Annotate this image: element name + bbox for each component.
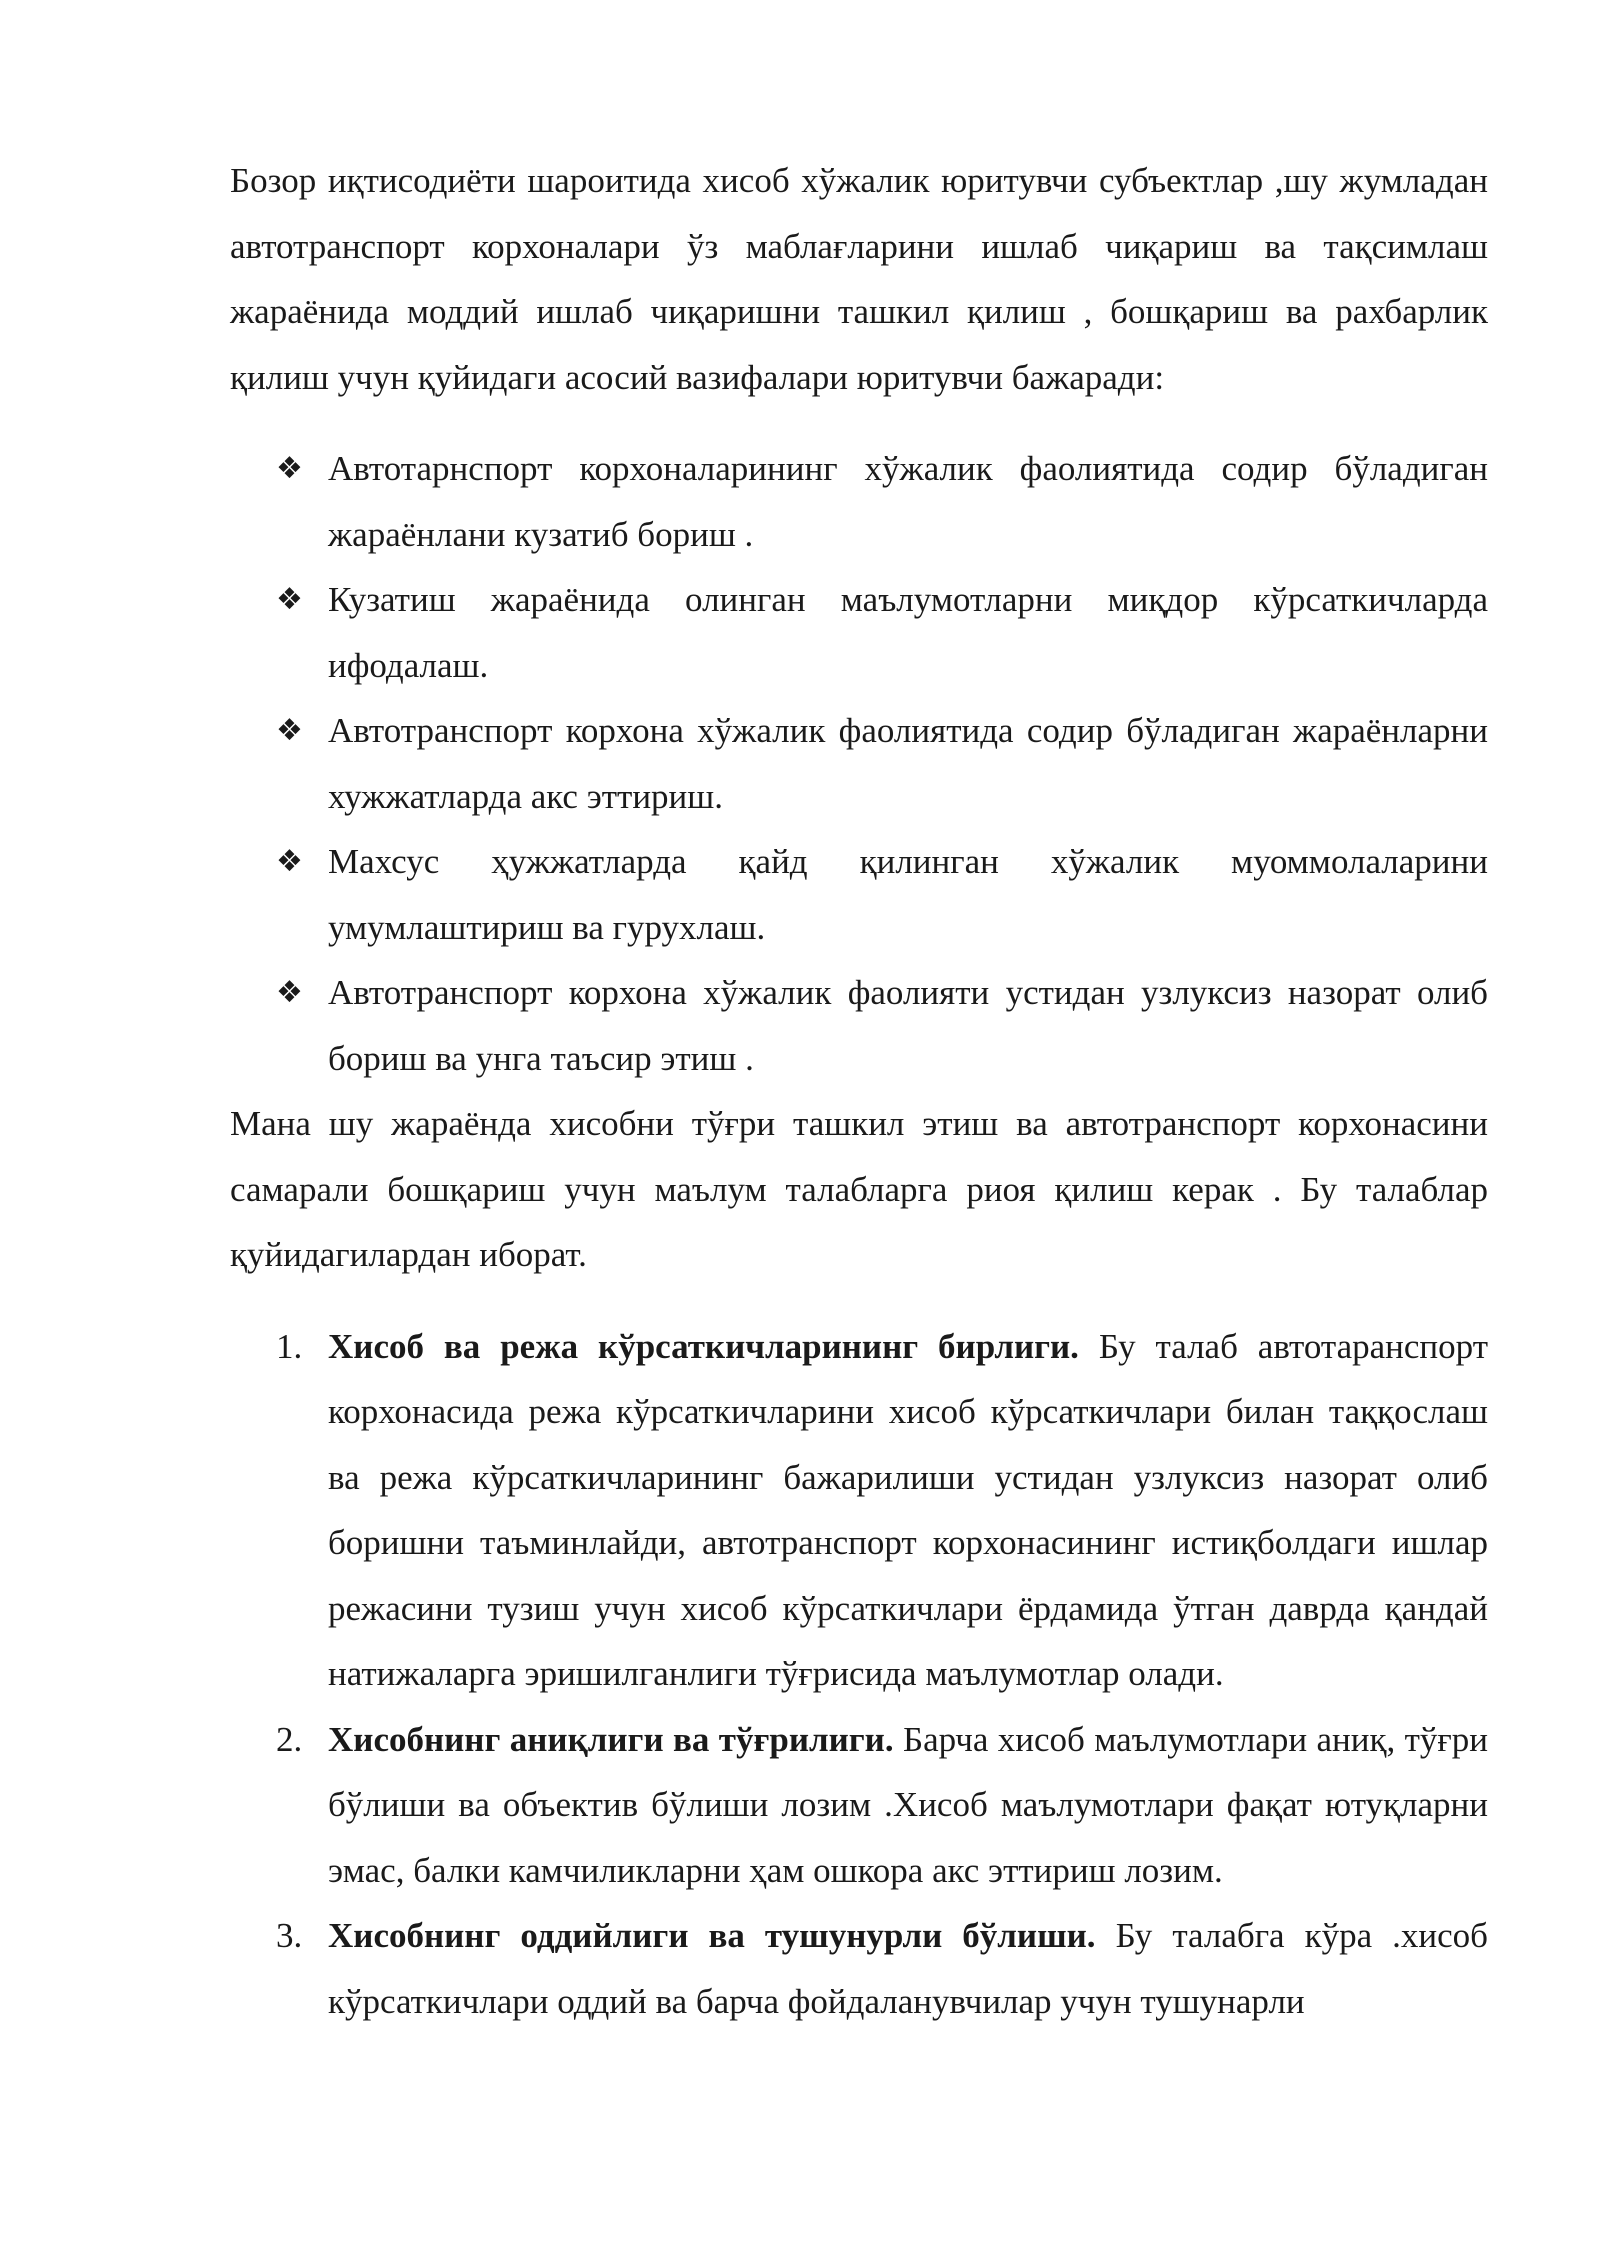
list-item bbox=[230, 436, 1488, 567]
list-item-text: Автотранспорт корхона хўжалик фаолиятида содир бўладиган жараёнларни хужжатларда акс эттириш. bbox=[328, 711, 1488, 816]
list-number: 1. bbox=[276, 1326, 303, 1366]
requirement-title: Хисобнинг аниқлиги ва тўғрилиги. bbox=[328, 1719, 894, 1759]
diamond-bullet-icon: ❖ bbox=[276, 451, 303, 486]
diamond-bullet-icon: ❖ bbox=[276, 975, 303, 1010]
requirement-text: Барча хисоб маълумотлари аниқ, тўғри бўлиши ва объектив бўлиши лозим .Хисоб маълумотлари фақат ютуқларни эмас, балки камчиликларни ҳам ошкора акс эттириш лозим. bbox=[328, 1719, 1488, 1890]
diamond-bullet-icon: ❖ bbox=[276, 844, 303, 879]
document-page bbox=[230, 148, 1488, 2034]
spacer bbox=[230, 410, 1488, 436]
tasks-bullet-list bbox=[230, 436, 1488, 1091]
list-item-text: Кузатиш жараёнида олинган маълумотларни миқдор кўрсаткичларда ифодалаш. bbox=[328, 580, 1488, 685]
list-item bbox=[230, 1707, 1488, 1904]
list-number: 2. bbox=[276, 1719, 303, 1759]
requirement-text: Бу талабга кўра .хисоб кўрсаткичлари оддий ва барча фойдаланувчилар учун тушунарли bbox=[328, 1916, 1488, 2021]
intro-paragraph: Бозор иқтисодиёти шароитида хисоб хўжалик юритувчи субъектлар ,шу жумладан автотранспорт корхоналари ўз маблағларини ишлаб чиқариш ва тақсимлаш жараёнида моддий ишлаб чиқаришни ташкил қилиш , бошқариш ва рахбарлик қилиш учун қуйидаги асосий вазифалари юритувчи бажаради: bbox=[230, 161, 1488, 397]
diamond-bullet-icon: ❖ bbox=[276, 582, 303, 617]
requirements-numbered-list bbox=[230, 1314, 1488, 2035]
list-number: 3. bbox=[276, 1916, 303, 1955]
diamond-bullet-icon: ❖ bbox=[276, 713, 303, 748]
list-item bbox=[230, 829, 1488, 960]
list-item bbox=[230, 567, 1488, 698]
requirement-title: Хисоб ва режа кўрсаткичларининг бирлиги. bbox=[328, 1326, 1079, 1366]
list-item bbox=[230, 960, 1488, 1091]
requirement-title: Хисобнинг оддийлиги ва тушунурли бўлиши. bbox=[328, 1916, 1096, 1955]
list-item-text: Махсус ҳужжатларда қайд қилинган хўжалик муоммолаларини умумлаштириш ва гурухлаш. bbox=[328, 842, 1488, 947]
list-item-text: Автотранспорт корхона хўжалик фаолияти устидан узлуксиз назорат олиб бориш ва унга таъсир этиш . bbox=[328, 973, 1488, 1078]
list-item bbox=[230, 1903, 1488, 2034]
list-item-text: Автотарнспорт корхоналарининг хўжалик фаолиятида содир бўладиган жараёнлани кузатиб бориш . bbox=[328, 449, 1488, 554]
list-item bbox=[230, 1314, 1488, 1707]
list-item bbox=[230, 698, 1488, 829]
requirement-text: Бу талаб автотаранспорт корхонасида режа кўрсаткичларини хисоб кўрсаткичлари билан таққослаш ва режа кўрсаткичларининг бажарилиши устидан узлуксиз назорат олиб боришни таъминлайди, автотранспорт корхонасининг истиқболдаги ишлар режасини тузиш учун хисоб кўрсаткичлари ёрдамида ўтган даврда қандай натижаларга эришилганлиги тўғрисида маълумотлар олади. bbox=[328, 1326, 1488, 1693]
transition-paragraph: Мана шу жараёнда хисобни тўғри ташкил этиш ва автотранспорт корхонасини самарали бошқариш учун маълум талабларга риоя қилиш керак . Бу талаблар қуйидагилардан иборат. bbox=[230, 1104, 1488, 1274]
spacer bbox=[230, 1288, 1488, 1314]
